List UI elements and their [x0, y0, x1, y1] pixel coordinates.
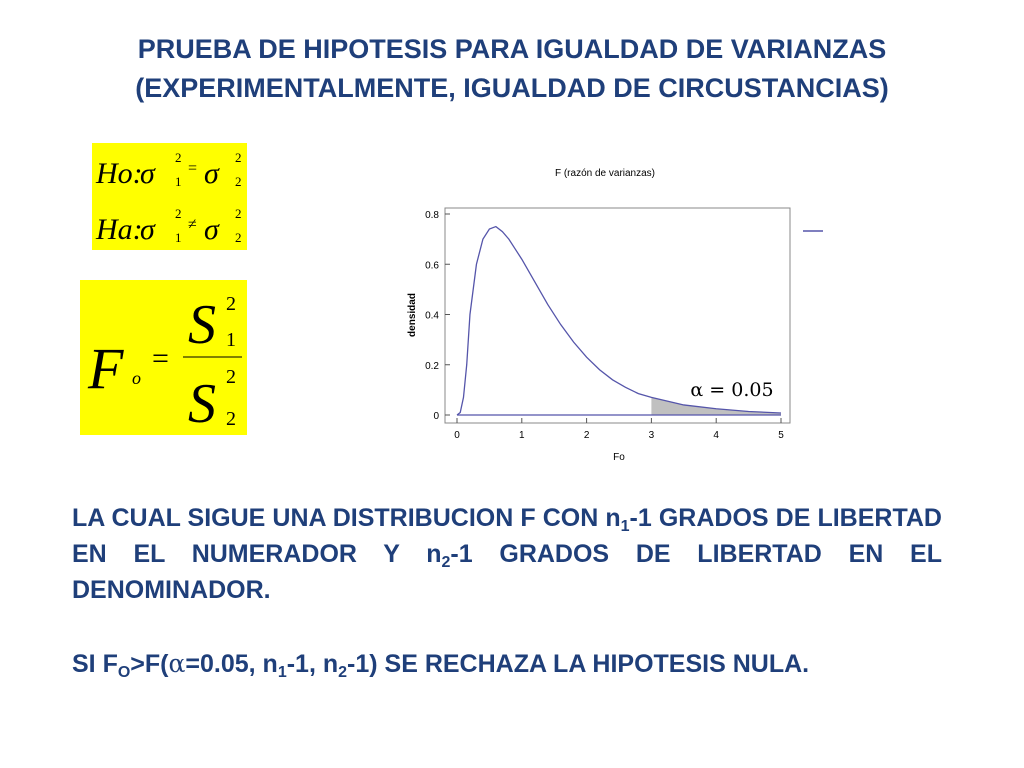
s-numerator: S	[188, 294, 216, 356]
y-tick-label: 0.2	[425, 360, 439, 372]
chart-title: F (razón de varianzas)	[554, 168, 656, 179]
h0-sub1: 1	[175, 174, 182, 189]
y-tick-label: 0.6	[425, 260, 439, 272]
p2-sub-2: 2	[338, 664, 348, 681]
x-axis-label: Fo	[613, 452, 625, 463]
f-statistic-formula	[80, 280, 247, 435]
p1-part-c: -1 GRADOS DE LIBERTAD EN EL DENOMINADOR.	[72, 540, 942, 604]
p2-part-a: SI F	[72, 650, 118, 678]
f-statistic-box	[80, 280, 247, 435]
hypotheses-box	[92, 143, 247, 250]
ha-sub1: 1	[175, 230, 182, 245]
den-sup: 2	[226, 366, 236, 388]
hypotheses-formula	[92, 143, 247, 250]
title-line-1: PRUEBA DE HIPOTESIS PARA IGUALDAD DE VARIANZAS	[137, 34, 887, 64]
ha-sup2: 2	[235, 206, 242, 221]
y-tick-label: 0	[433, 411, 439, 422]
den-sub: 2	[226, 408, 236, 430]
f-distribution-chart	[395, 160, 835, 470]
y-tick-label: 0.4	[425, 310, 439, 322]
p2-part-c: =0.05, n	[185, 650, 278, 678]
h0-sigma1: σ	[140, 157, 155, 190]
slide-title	[0, 30, 1024, 108]
ha-neq: ≠	[188, 216, 197, 233]
p1-part-a: LA CUAL SIGUE UNA DISTRIBUCION F CON n	[72, 504, 621, 532]
x-tick-label: 4	[713, 430, 719, 441]
p1-sub-2: 2	[441, 554, 451, 571]
alpha-symbol: α	[168, 649, 186, 678]
h0-label: Ho:	[96, 157, 143, 190]
x-tick-label: 5	[778, 430, 784, 441]
title-line-2: (EXPERIMENTALMENTE, IGUALDAD DE CIRCUSTANCIAS)	[135, 73, 889, 103]
h0-eq: =	[188, 160, 198, 177]
f-symbol: F	[88, 336, 124, 401]
p1-sub-1: 1	[620, 518, 630, 535]
y-axis-label: densidad	[407, 293, 418, 337]
x-tick-label: 1	[519, 430, 525, 441]
x-tick-label: 2	[583, 430, 590, 441]
h0-sub2: 2	[235, 174, 242, 189]
f-eq: =	[152, 342, 169, 375]
x-tick-label: 3	[648, 430, 655, 441]
y-tick-label: 0.8	[425, 210, 439, 221]
p2-sub-1: 1	[277, 664, 287, 681]
s-denominator: S	[188, 373, 216, 435]
p2-sub-o: O	[117, 664, 131, 681]
h0-sigma2: σ	[204, 157, 219, 190]
alpha-annotation: α = 0.05	[690, 379, 774, 401]
ha-sub2: 2	[235, 230, 242, 245]
h0-sup1: 2	[175, 150, 182, 165]
num-sup: 2	[226, 293, 236, 315]
x-tick-label: 0	[454, 430, 460, 441]
num-sub: 1	[226, 329, 236, 351]
p2-part-d: -1, n	[286, 650, 339, 678]
distribution-description	[72, 500, 942, 608]
ha-sup1: 2	[175, 206, 182, 221]
ha-label: Ha:	[96, 213, 143, 246]
ha-sigma1: σ	[140, 213, 155, 246]
ha-sigma2: σ	[204, 213, 219, 246]
p2-part-e: -1) SE RECHAZA LA HIPOTESIS NULA.	[347, 650, 810, 678]
p1-part-b: -1 GRADOS DE LIBERTAD EN EL NUMERADOR Y n	[72, 504, 942, 568]
rejection-rule	[72, 646, 972, 682]
h0-sup2: 2	[235, 150, 242, 165]
f-sub-o: o	[132, 368, 141, 388]
p2-part-b: >F(	[130, 650, 169, 678]
